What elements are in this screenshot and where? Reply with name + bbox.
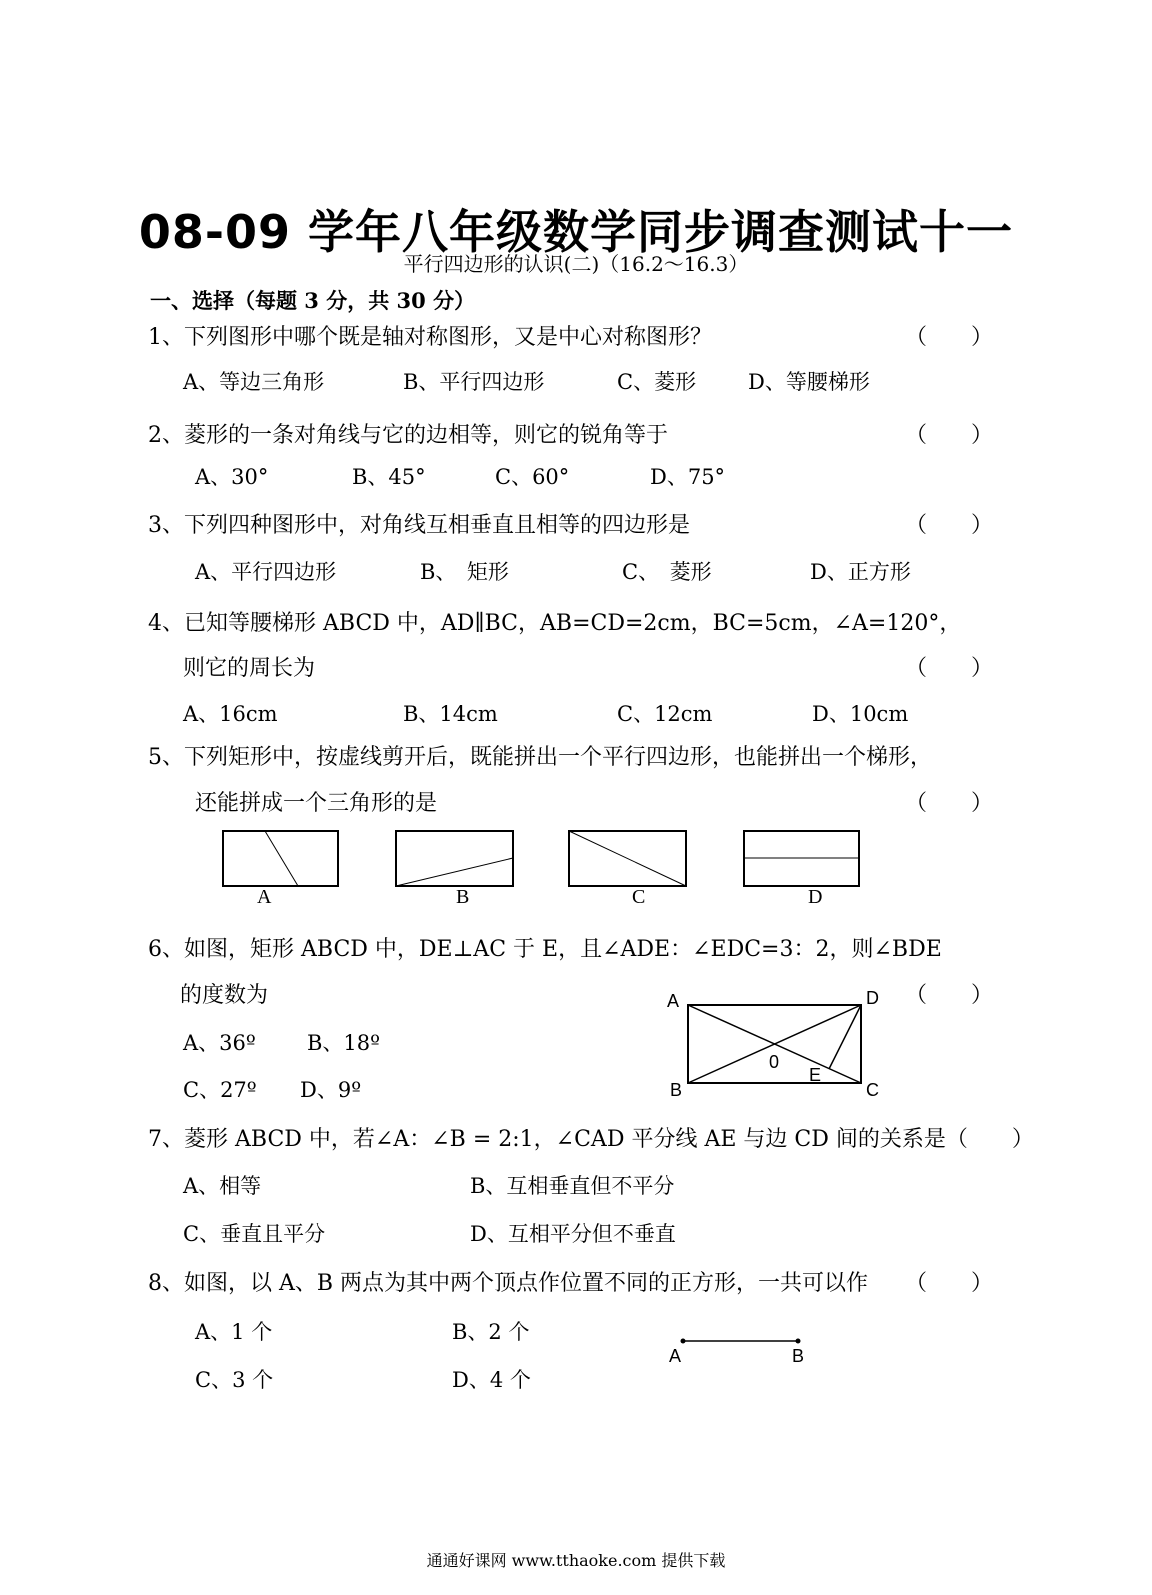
question-3-option-c: C、 菱形 [622,560,712,584]
question-5-stem: 5、下列矩形中，按虚线剪开后，既能拼出一个平行四边形，也能拼出一个梯形， [148,745,932,770]
q6-point-o: 0 [769,1052,780,1072]
question-1-answer-paren: （ ） [905,325,994,350]
cut-line-c [569,831,686,886]
page-subtitle: 平行四边形的认识(二)（16.2～16.3） [403,252,749,276]
question-1-option-c: C、菱形 [617,370,697,394]
question-4-stem-line-2: 则它的周长为 [183,656,316,681]
question-6-option-b: B、18º [307,1031,381,1055]
question-1-option-b: B、平行四边形 [403,370,545,394]
question-1-stem: 1、下列图形中哪个既是轴对称图形，又是中心对称图形？ [148,325,712,350]
question-8-option-c: C、3 个 [195,1368,274,1392]
q6-vertex-a: A [667,991,680,1011]
question-4-stem: 4、已知等腰梯形 ABCD 中，AD∥BC，AB=CD=2cm，BC=5cm，∠A=120°， [148,611,962,636]
q8-point-b [796,1339,801,1344]
q6-segment-de [829,1005,861,1069]
question-6-answer-paren: （ ） [905,983,994,1008]
question-6-option-d: D、9º [300,1078,362,1102]
question-8-option-b: B、2 个 [452,1320,530,1344]
question-2-option-a: A、30° [195,465,269,489]
q8-label-a: A [669,1346,682,1366]
question-2-stem: 2、菱形的一条对角线与它的边相等，则它的锐角等于 [148,423,668,448]
page-title: 08-09 学年八年级数学同步调查测试十一 [138,205,1014,259]
question-4-answer-paren: （ ） [905,656,994,681]
question-4-option-b: B、14cm [403,702,498,726]
question-4-option-d: D、10cm [812,702,909,726]
question-7-option-a: A、相等 [183,1174,262,1198]
question-1-option-a: A、等边三角形 [183,370,325,394]
question-7-stem: 7、菱形 ABCD 中，若∠A：∠B = 2:1，∠CAD 平分线 AE 与边 CD 间的关系是（ ） [148,1127,1034,1152]
question-3-option-a: A、平行四边形 [195,560,337,584]
question-8-answer-paren: （ ） [905,1271,994,1296]
question-8-stem: 8、如图，以 A、B 两点为其中两个顶点作位置不同的正方形，一共可以作 [148,1271,869,1296]
cut-line-b [396,858,513,886]
question-4-option-a: A、16cm [183,702,278,726]
question-5-stem-line-2: 还能拼成一个三角形的是 [195,791,438,816]
question-7-option-b: B、互相垂直但不平分 [470,1174,675,1198]
question-2-option-c: C、60° [495,465,570,489]
rectangle-a [223,831,338,886]
cut-line-a [265,831,298,886]
question-2-option-b: B、45° [352,465,426,489]
question-7-option-d: D、互相平分但不垂直 [470,1222,676,1246]
page-footer: 通通好课网 www.tthaoke.com 提供下载 [426,1551,726,1570]
question-3-answer-paren: （ ） [905,513,994,538]
q5-label-d: D [808,886,823,908]
question-2-answer-paren: （ ） [905,423,994,448]
question-3-option-b: B、 矩形 [420,560,509,584]
rectangle-b [396,831,513,886]
question-3-stem: 3、下列四种图形中，对角线互相垂直且相等的四边形是 [148,513,690,538]
question-7-option-c: C、垂直且平分 [183,1222,326,1246]
question-6-stem-line-2: 的度数为 [180,983,269,1008]
q8-point-a [681,1339,686,1344]
q6-vertex-c: C [866,1080,879,1100]
q6-vertex-d: D [866,988,879,1008]
q5-label-c: C [632,886,646,908]
question-2-option-d: D、75° [650,465,726,489]
question-1-option-d: D、等腰梯形 [748,370,870,394]
q6-point-e: E [809,1065,822,1085]
question-6-option-c: C、27º [183,1078,257,1102]
section-heading: 一、选择（每题 3 分，共 30 分） [150,288,476,313]
q5-label-a: A [257,886,272,908]
question-8-option-a: A、1 个 [195,1320,273,1344]
question-3-option-d: D、正方形 [810,560,911,584]
q6-vertex-b: B [670,1080,683,1100]
question-8-option-d: D、4 个 [452,1368,531,1392]
question-5-answer-paren: （ ） [905,791,994,816]
q5-label-b: B [456,886,470,908]
q8-label-b: B [792,1346,805,1366]
question-4-option-c: C、12cm [617,702,713,726]
question-6-stem: 6、如图，矩形 ABCD 中，DE⊥AC 于 E，且∠ADE：∠EDC=3：2，则∠BDE [148,937,942,962]
question-6-option-a: A、36º [183,1031,256,1055]
